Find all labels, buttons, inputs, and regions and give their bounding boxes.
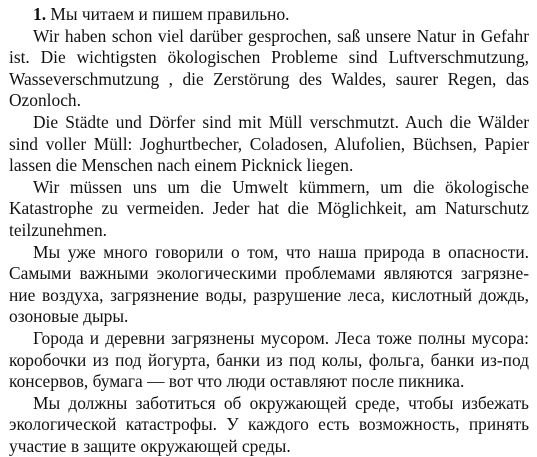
paragraph-german-1: Wir haben schon viel darüber gesprochen, saß unsere Natur in Gefahr ist. Die wichtigsten ökologischen Probleme sind Luftverschmutzung, Wasseverschmutzung , die Zerstörung des Waldes, saurer Regen, das Ozonloch. [9, 25, 529, 111]
paragraph-russian-2: Города и деревни загрязнены мусором. Леса тоже полны мусора: коробочки из под йогурта, банки из под колы, фольга, банки из-под консервов, бумага — вот что люди оставляют после пикника. [9, 327, 529, 392]
paragraph-russian-3: Мы должны заботиться об окружающей среде, чтобы избежать экологической катастрофы. У каждого есть возможность, принять участие в защите окружающей среды. [9, 392, 529, 456]
exercise-title: Мы читаем и пишем правильно. [50, 4, 290, 24]
exercise-heading [9, 4, 529, 26]
paragraph-german-2: Die Städte und Dörfer sind mit Müll verschmutzt. Auch die Wälder sind voller Müll: Joghurtbecher, Coladosen, Alufolien, Büchsen, Papier lassen die Menschen nach einem Picknick liegen. [9, 111, 529, 176]
exercise-number: 1. [33, 4, 47, 24]
paragraph-russian-1: Мы уже много говорили о том, что наша природа в опасности. Самыми важными экологическими проблемами являются загрязнение воздуха, загрязнение воды, разрушение леса, кислотный дождь, озоновые дыры. [9, 241, 529, 327]
paragraph-german-3: Wir müssen uns um die Umwelt kümmern, um die ökologische Katastrophe zu vermeiden. Jeder hat die Möglichkeit, am Naturschutz teilzunehmen. [9, 176, 529, 240]
